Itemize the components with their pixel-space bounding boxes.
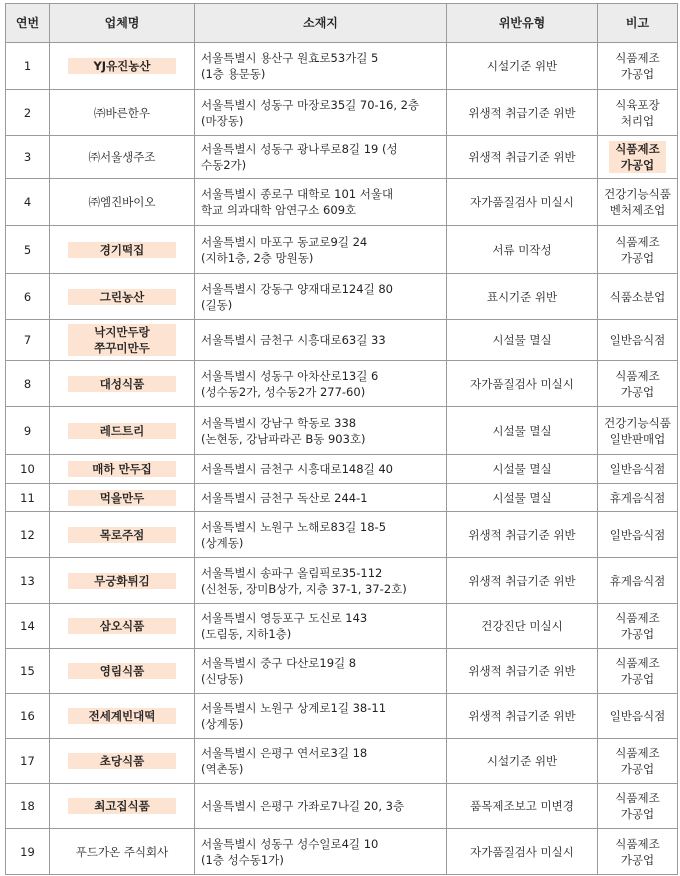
company-name: ㈜서울생주조: [88, 150, 156, 164]
address-line1: 서울특별시 은평구 연서로3길 18: [201, 746, 368, 760]
note-line1: 건강기능식품: [604, 187, 671, 201]
row-number: 4: [6, 179, 50, 226]
address-cell: [195, 649, 447, 694]
address-line2: (논현동, 강남파라곤 B동 903호): [201, 431, 366, 446]
company-name: 레드트리: [68, 423, 176, 439]
company-cell: [50, 320, 195, 361]
note-cell: [598, 455, 678, 484]
address-cell: [195, 43, 447, 90]
address-line1: 서울특별시 영등포구 도신로 143: [201, 611, 368, 625]
address-line1: 서울특별시 성동구 광나루로8길 19 (성: [201, 142, 398, 156]
note-cell: [598, 739, 678, 784]
note-line2: 가공업: [620, 627, 655, 641]
note-cell: [598, 136, 678, 179]
company-name: 초당식품: [68, 753, 176, 769]
note-line2: 가공업: [620, 852, 655, 867]
address-line2: (1층 용문동): [201, 67, 266, 81]
table-row: [6, 604, 678, 649]
company-cell: [50, 604, 195, 649]
address-line1: 서울특별시 은평구 가좌로7나길 20, 3층: [201, 799, 405, 813]
row-number: 6: [6, 274, 50, 320]
company-cell: [50, 829, 195, 875]
violation-type: 시설기준 위반: [447, 43, 598, 90]
note-text: [615, 745, 659, 777]
row-number: 5: [6, 226, 50, 274]
company-name: 낙지만두랑: [94, 325, 150, 339]
company-cell: [50, 179, 195, 226]
note-line1: 식품제조: [615, 656, 660, 670]
note-text: [610, 461, 666, 477]
address-line1: 서울특별시 강동구 양재대로124길 80: [201, 281, 393, 296]
address-cell: [195, 484, 447, 512]
table-row: [6, 90, 678, 136]
violation-type: 시설물 멸실: [447, 407, 598, 455]
violation-type: 위생적 취급기준 위반: [447, 90, 598, 136]
table-row: [6, 43, 678, 90]
address-cell: [195, 361, 447, 407]
note-cell: [598, 407, 678, 455]
note-cell: [598, 90, 678, 136]
address-cell: [195, 558, 447, 604]
address-cell: [195, 739, 447, 784]
address-cell: [195, 694, 447, 739]
table-row: [6, 484, 678, 512]
company-name: 영림식품: [68, 663, 176, 679]
note-line2: 가공업: [620, 762, 655, 776]
violation-type: 건강진단 미실시: [447, 604, 598, 649]
table-row: [6, 274, 678, 320]
company-cell: [50, 274, 195, 320]
note-line2: 가공업: [620, 67, 655, 81]
table-row: [6, 829, 678, 875]
address-line2: (마장동): [201, 113, 244, 128]
company-name: 대성식품: [68, 376, 176, 392]
col-header-name: 업체명: [50, 4, 195, 43]
note-line2: 가공업: [620, 158, 655, 172]
address-cell: [195, 784, 447, 829]
address-line2: (상계동): [201, 717, 244, 731]
company-name: 무궁화튀김: [68, 573, 176, 589]
address-line1: 서울특별시 노원구 노해로83길 18-5: [201, 519, 387, 534]
table-row: [6, 407, 678, 455]
row-number: 2: [6, 90, 50, 136]
row-number: 13: [6, 558, 50, 604]
violation-type: 자가품질검사 미실시: [447, 829, 598, 875]
violation-type: 위생적 취급기준 위반: [447, 512, 598, 558]
violation-type: 품목제조보고 미변경: [447, 784, 598, 829]
table-row: [6, 320, 678, 361]
address-line2: 수동2가): [201, 158, 247, 172]
note-line1: 식품제조: [615, 746, 660, 760]
note-cell: [598, 361, 678, 407]
note-text: [609, 141, 665, 173]
table-row: [6, 558, 678, 604]
address-line2: (도림동, 지하1층): [201, 627, 292, 641]
table-row: [6, 739, 678, 784]
table-row: [6, 136, 678, 179]
company-cell: [50, 455, 195, 484]
address-line2: (1층 성수동1가): [201, 852, 284, 867]
company-name: 경기떡집: [68, 242, 176, 258]
note-cell: [598, 784, 678, 829]
note-text: [615, 790, 659, 822]
company-name: YJ유진농산: [68, 58, 176, 74]
address-cell: [195, 226, 447, 274]
address-line1: 서울특별시 성동구 마장로35길 70-16, 2층: [201, 97, 420, 112]
table-row: [6, 694, 678, 739]
address-line1: 서울특별시 성동구 성수일로4길 10: [201, 836, 379, 851]
violation-type: 서류 미작성: [447, 226, 598, 274]
violation-type: 자가품질검사 미실시: [447, 361, 598, 407]
table-row: [6, 649, 678, 694]
company-name-highlight: [68, 324, 176, 356]
row-number: 9: [6, 407, 50, 455]
company-cell: [50, 90, 195, 136]
note-line2: 가공업: [620, 384, 655, 399]
address-line1: 서울특별시 금천구 독산로 244-1: [201, 490, 368, 505]
row-number: 11: [6, 484, 50, 512]
note-cell: [598, 274, 678, 320]
company-name: 삼오식품: [68, 618, 176, 634]
col-header-violation: 위반유형: [447, 4, 598, 43]
note-cell: [598, 484, 678, 512]
address-cell: [195, 274, 447, 320]
company-name: ㈜바른한우: [94, 105, 150, 120]
note-line2: 처리업: [620, 113, 655, 128]
row-number: 10: [6, 455, 50, 484]
note-text: [604, 186, 671, 218]
note-line1: 휴게음식점: [609, 573, 666, 588]
note-cell: [598, 694, 678, 739]
violation-type: 시설기준 위반: [447, 739, 598, 784]
row-number: 17: [6, 739, 50, 784]
row-number: 18: [6, 784, 50, 829]
note-text: [615, 368, 659, 400]
table-row: [6, 455, 678, 484]
address-line2: (역촌동): [201, 762, 244, 776]
address-line2: (성수동2가, 성수동2가 277-60): [201, 384, 366, 399]
note-line1: 식품제조: [615, 142, 660, 156]
address-line2: 학교 의과대학 암연구소 609호: [201, 203, 357, 217]
violation-type: 위생적 취급기준 위반: [447, 649, 598, 694]
company-name: 목로주점: [68, 527, 176, 543]
note-line2: 가공업: [620, 250, 655, 265]
address-line1: 서울특별시 송파구 올림픽로35-112: [201, 565, 383, 580]
note-line1: 일반음식점: [609, 709, 666, 723]
header-row: [6, 4, 678, 43]
company-name-line2: 쭈꾸미만두: [94, 341, 150, 355]
violation-type: 시설물 멸실: [447, 455, 598, 484]
note-line1: 식품소분업: [609, 289, 666, 304]
col-header-no: 연번: [6, 4, 50, 43]
violation-type: 표시기준 위반: [447, 274, 598, 320]
violation-type: 시설물 멸실: [447, 484, 598, 512]
note-text: [610, 708, 666, 724]
note-cell: [598, 649, 678, 694]
table-row: [6, 361, 678, 407]
table-body: [6, 43, 678, 875]
note-cell: [598, 604, 678, 649]
note-line2: 벤처제조업: [609, 203, 666, 217]
note-text: [615, 97, 659, 129]
company-cell: [50, 784, 195, 829]
note-cell: [598, 179, 678, 226]
company-cell: [50, 558, 195, 604]
violation-type: 위생적 취급기준 위반: [447, 694, 598, 739]
note-text: [615, 610, 659, 642]
company-name: 먹을만두: [68, 490, 176, 506]
company-name: 그린농산: [68, 289, 176, 305]
violation-type: 시설물 멸실: [447, 320, 598, 361]
note-cell: [598, 320, 678, 361]
table-row: [6, 226, 678, 274]
row-number: 15: [6, 649, 50, 694]
note-line1: 식품제조: [615, 368, 660, 383]
address-line1: 서울특별시 강남구 학동로 338: [201, 415, 357, 430]
note-text: [615, 655, 659, 687]
address-line1: 서울특별시 금천구 시흥대로148길 40: [201, 462, 393, 476]
address-line1: 서울특별시 중구 다산로19길 8: [201, 656, 357, 670]
address-cell: [195, 455, 447, 484]
row-number: 12: [6, 512, 50, 558]
company-cell: [50, 136, 195, 179]
table-row: [6, 512, 678, 558]
row-number: 8: [6, 361, 50, 407]
note-text: [604, 415, 671, 447]
violation-type: 위생적 취급기준 위반: [447, 558, 598, 604]
address-line1: 서울특별시 용산구 원효로53가길 5: [201, 51, 379, 65]
company-name: 푸드가온 주식회사: [75, 844, 169, 859]
company-name: 전세계빈대떡: [68, 708, 176, 724]
table-row: [6, 784, 678, 829]
address-line2: (신천동, 장미B상가, 지층 37-1, 37-2호): [201, 581, 407, 596]
address-line2: (지하1층, 2층 망원동): [201, 250, 314, 265]
company-cell: [50, 226, 195, 274]
company-cell: [50, 512, 195, 558]
note-text: [610, 573, 666, 589]
company-name: ㈜엠진바이오: [88, 195, 156, 209]
note-line1: 휴게음식점: [609, 490, 666, 505]
note-text: [610, 289, 666, 305]
company-cell: [50, 407, 195, 455]
note-line1: 일반음식점: [609, 462, 666, 476]
address-cell: [195, 829, 447, 875]
note-line2: 가공업: [620, 672, 655, 686]
note-line1: 일반음식점: [609, 527, 666, 542]
col-header-note: 비고: [598, 4, 678, 43]
address-line1: 서울특별시 종로구 대학로 101 서울대: [201, 187, 394, 201]
address-cell: [195, 407, 447, 455]
company-cell: [50, 694, 195, 739]
address-cell: [195, 512, 447, 558]
violation-type: 자가품질검사 미실시: [447, 179, 598, 226]
company-name: 최고집식품: [68, 798, 176, 814]
note-line1: 일반음식점: [609, 333, 666, 347]
violations-table: [5, 3, 678, 875]
company-cell: [50, 43, 195, 90]
note-cell: [598, 512, 678, 558]
note-cell: [598, 226, 678, 274]
row-number: 14: [6, 604, 50, 649]
row-number: 1: [6, 43, 50, 90]
company-name: 매하 만두집: [68, 461, 176, 477]
address-line2: (상계동): [201, 535, 244, 550]
note-cell: [598, 829, 678, 875]
note-text: [610, 490, 666, 506]
note-line2: 일반판매업: [609, 431, 666, 446]
company-cell: [50, 649, 195, 694]
note-line1: 건강기능식품: [604, 415, 671, 430]
address-line1: 서울특별시 금천구 시흥대로63길 33: [201, 333, 386, 347]
row-number: 19: [6, 829, 50, 875]
note-text: [610, 527, 666, 543]
note-line1: 식품제조: [615, 234, 660, 249]
note-line1: 식품제조: [615, 836, 660, 851]
address-line2: (길동): [201, 297, 233, 312]
row-number: 16: [6, 694, 50, 739]
violation-type: 위생적 취급기준 위반: [447, 136, 598, 179]
address-cell: [195, 179, 447, 226]
note-cell: [598, 43, 678, 90]
company-cell: [50, 739, 195, 784]
table-row: [6, 179, 678, 226]
address-cell: [195, 136, 447, 179]
address-cell: [195, 320, 447, 361]
note-line1: 식육포장: [615, 97, 660, 112]
address-line1: 서울특별시 성동구 아차산로13길 6: [201, 368, 379, 383]
note-text: [615, 836, 659, 868]
note-line1: 식품제조: [615, 611, 660, 625]
note-line1: 식품제조: [615, 791, 660, 805]
company-cell: [50, 484, 195, 512]
address-line2: (신당동): [201, 672, 244, 686]
row-number: 7: [6, 320, 50, 361]
col-header-address: 소재지: [195, 4, 447, 43]
note-cell: [598, 558, 678, 604]
company-cell: [50, 361, 195, 407]
address-cell: [195, 604, 447, 649]
address-cell: [195, 90, 447, 136]
note-text: [610, 332, 666, 348]
address-line1: 서울특별시 마포구 동교로9길 24: [201, 234, 368, 249]
address-line1: 서울특별시 노원구 상계로1길 38-11: [201, 701, 387, 715]
note-text: [615, 50, 659, 82]
row-number: 3: [6, 136, 50, 179]
note-line2: 가공업: [620, 807, 655, 821]
note-line1: 식품제조: [615, 51, 660, 65]
note-text: [615, 234, 659, 266]
